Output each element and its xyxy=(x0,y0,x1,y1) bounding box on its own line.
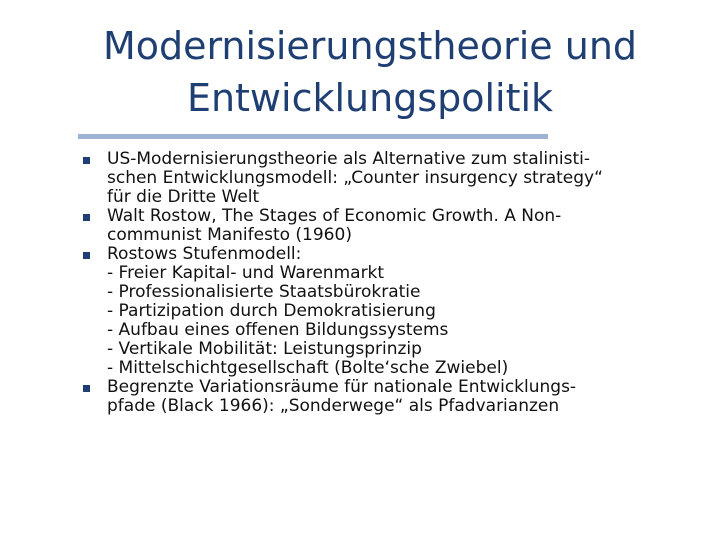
bullet-4-line-1: Begrenzte Variationsräume für nationale Entwicklungs- xyxy=(107,377,577,397)
square-bullet-icon xyxy=(83,214,90,221)
bullet-4-line-2: pfade (Black 1966): „Sonderwege“ als Pfadvarianzen xyxy=(107,396,560,416)
bullet-item-1 xyxy=(80,150,710,207)
title-line-2: Entwicklungspolitik xyxy=(186,76,554,120)
square-bullet-icon xyxy=(83,252,90,259)
stage-item-2: - Professionalisierte Staatsbürokratie xyxy=(107,282,421,302)
square-bullet-icon xyxy=(83,157,90,164)
stage-item-5: - Vertikale Mobilität: Leistungsprinzip xyxy=(107,339,422,359)
title-line-1: Modernisierungstheorie und xyxy=(102,24,638,68)
title-divider xyxy=(78,134,548,139)
stage-item-3: - Partizipation durch Demokratisierung xyxy=(107,301,436,321)
bullet-item-3 xyxy=(80,245,710,378)
bullet-2-line-1: Walt Rostow, The Stages of Economic Growth. A Non- xyxy=(107,206,562,226)
stage-item-4: - Aufbau eines offenen Bildungssystems xyxy=(107,320,449,340)
square-bullet-icon xyxy=(83,385,90,392)
bullet-1-line-2: schen Entwicklungsmodell: „Counter insurgency strategy“ xyxy=(107,168,603,188)
bullet-2-line-2: communist Manifesto (1960) xyxy=(107,225,352,245)
stage-item-1: - Freier Kapital- und Warenmarkt xyxy=(107,263,385,283)
bullet-item-4 xyxy=(80,378,710,416)
bullet-list xyxy=(80,150,710,416)
bullet-item-2 xyxy=(80,207,710,245)
bullet-3-line-1: Rostows Stufenmodell: xyxy=(107,244,302,264)
slide-title xyxy=(60,20,680,124)
bullet-1-line-3: für die Dritte Welt xyxy=(107,187,260,207)
stage-item-6: - Mittelschichtgesellschaft (Bolte‘sche Zwiebel) xyxy=(107,358,509,378)
bullet-1-line-1: US-Modernisierungstheorie als Alternative zum stalinisti- xyxy=(107,149,590,169)
